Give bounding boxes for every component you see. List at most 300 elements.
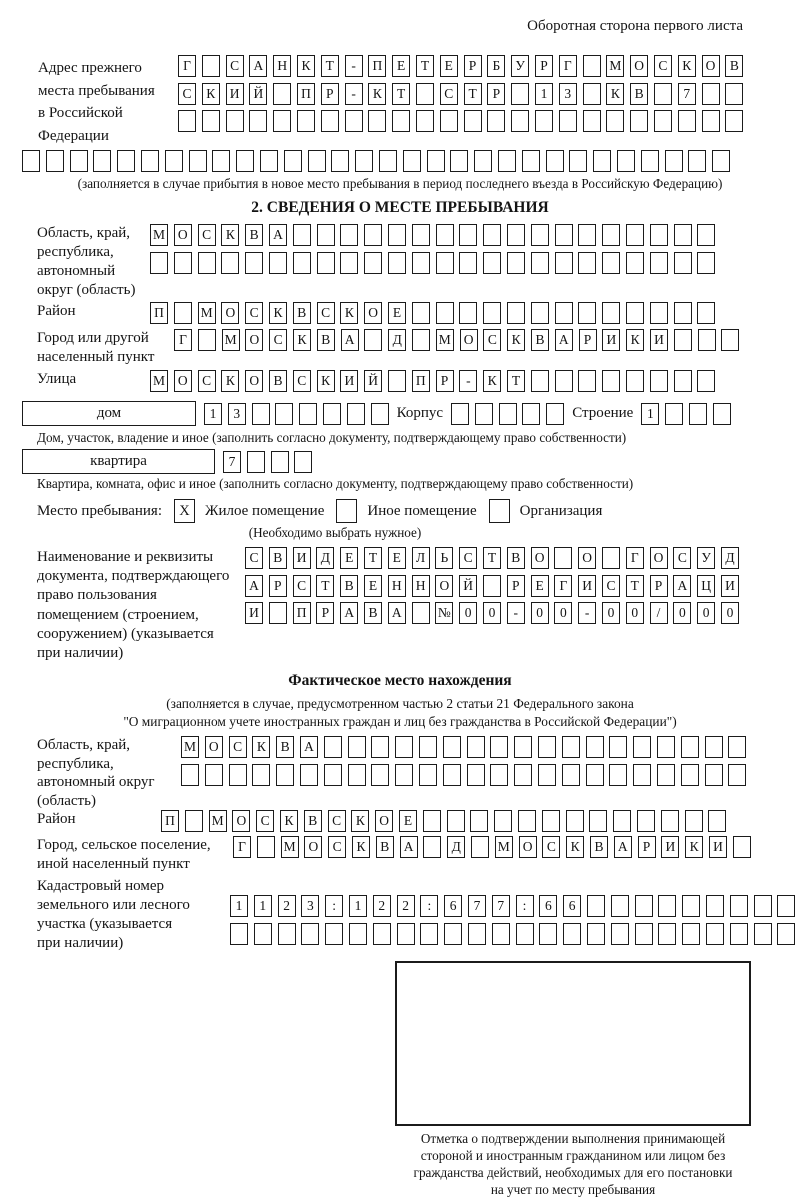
- char-cell[interactable]: [697, 252, 715, 274]
- char-cell[interactable]: М: [606, 55, 624, 77]
- char-cell[interactable]: [777, 923, 795, 945]
- char-cell[interactable]: -: [345, 83, 363, 105]
- char-cell[interactable]: С: [245, 547, 263, 569]
- char-cell[interactable]: В: [245, 224, 263, 246]
- char-cell[interactable]: [297, 110, 315, 132]
- char-cell[interactable]: Р: [507, 575, 525, 597]
- char-cell[interactable]: С: [293, 575, 311, 597]
- char-cell[interactable]: [593, 150, 611, 172]
- char-cell[interactable]: [150, 252, 168, 274]
- char-cell[interactable]: [451, 403, 469, 425]
- char-cell[interactable]: [531, 224, 549, 246]
- char-cell[interactable]: В: [725, 55, 743, 77]
- char-cell[interactable]: [492, 923, 510, 945]
- char-cell[interactable]: [630, 110, 648, 132]
- char-cell[interactable]: 0: [483, 602, 501, 624]
- char-cell[interactable]: С: [542, 836, 560, 858]
- char-cell[interactable]: [554, 547, 572, 569]
- char-cell[interactable]: [371, 403, 389, 425]
- char-cell[interactable]: [284, 150, 302, 172]
- char-cell[interactable]: -: [507, 602, 525, 624]
- char-cell[interactable]: [483, 224, 501, 246]
- char-cell[interactable]: [681, 736, 699, 758]
- char-cell[interactable]: [212, 150, 230, 172]
- char-cell[interactable]: 0: [626, 602, 644, 624]
- char-cell[interactable]: К: [317, 370, 335, 392]
- char-cell[interactable]: [459, 302, 477, 324]
- char-cell[interactable]: [583, 55, 601, 77]
- char-cell[interactable]: 1: [254, 895, 272, 917]
- char-cell[interactable]: [728, 736, 746, 758]
- char-cell[interactable]: 1: [641, 403, 659, 425]
- char-cell[interactable]: [181, 764, 199, 786]
- char-cell[interactable]: -: [459, 370, 477, 392]
- char-cell[interactable]: В: [340, 575, 358, 597]
- char-cell[interactable]: В: [531, 329, 549, 351]
- char-cell[interactable]: В: [376, 836, 394, 858]
- char-cell[interactable]: [340, 224, 358, 246]
- char-cell[interactable]: К: [626, 329, 644, 351]
- char-cell[interactable]: К: [269, 302, 287, 324]
- char-cell[interactable]: [416, 83, 434, 105]
- char-cell[interactable]: [490, 736, 508, 758]
- char-cell[interactable]: [226, 110, 244, 132]
- char-cell[interactable]: [269, 252, 287, 274]
- char-cell[interactable]: [542, 810, 560, 832]
- char-cell[interactable]: [271, 451, 289, 473]
- char-cell[interactable]: М: [281, 836, 299, 858]
- char-cell[interactable]: О: [519, 836, 537, 858]
- char-cell[interactable]: [498, 150, 516, 172]
- char-cell[interactable]: 0: [459, 602, 477, 624]
- char-cell[interactable]: 2: [397, 895, 415, 917]
- char-cell[interactable]: М: [150, 370, 168, 392]
- char-cell[interactable]: А: [614, 836, 632, 858]
- char-cell[interactable]: [626, 302, 644, 324]
- char-cell[interactable]: [230, 923, 248, 945]
- char-cell[interactable]: [22, 150, 40, 172]
- char-cell[interactable]: О: [245, 329, 263, 351]
- char-cell[interactable]: [423, 810, 441, 832]
- char-cell[interactable]: [364, 329, 382, 351]
- char-cell[interactable]: О: [304, 836, 322, 858]
- char-cell[interactable]: А: [400, 836, 418, 858]
- char-cell[interactable]: 1: [535, 83, 553, 105]
- char-cell[interactable]: 3: [301, 895, 319, 917]
- char-cell[interactable]: [609, 764, 627, 786]
- char-cell[interactable]: И: [245, 602, 263, 624]
- char-cell[interactable]: [205, 764, 223, 786]
- char-cell[interactable]: [516, 923, 534, 945]
- char-cell[interactable]: [257, 836, 275, 858]
- char-cell[interactable]: О: [375, 810, 393, 832]
- char-cell[interactable]: [260, 150, 278, 172]
- char-cell[interactable]: [412, 224, 430, 246]
- char-cell[interactable]: Т: [364, 547, 382, 569]
- char-cell[interactable]: [487, 110, 505, 132]
- char-cell[interactable]: М: [495, 836, 513, 858]
- char-cell[interactable]: [308, 150, 326, 172]
- char-cell[interactable]: -: [345, 55, 363, 77]
- char-cell[interactable]: [562, 764, 580, 786]
- char-cell[interactable]: [507, 252, 525, 274]
- char-cell[interactable]: [654, 110, 672, 132]
- char-cell[interactable]: Й: [459, 575, 477, 597]
- char-cell[interactable]: К: [685, 836, 703, 858]
- char-cell[interactable]: [511, 83, 529, 105]
- char-cell[interactable]: Е: [388, 547, 406, 569]
- char-cell[interactable]: [650, 302, 668, 324]
- char-cell[interactable]: [713, 403, 731, 425]
- char-cell[interactable]: 0: [554, 602, 572, 624]
- char-cell[interactable]: И: [661, 836, 679, 858]
- char-cell[interactable]: С: [226, 55, 244, 77]
- char-cell[interactable]: 7: [492, 895, 510, 917]
- char-cell[interactable]: Р: [535, 55, 553, 77]
- char-cell[interactable]: В: [507, 547, 525, 569]
- char-cell[interactable]: [698, 329, 716, 351]
- char-cell[interactable]: [371, 764, 389, 786]
- char-cell[interactable]: Р: [579, 329, 597, 351]
- char-cell[interactable]: [483, 575, 501, 597]
- char-cell[interactable]: [447, 810, 465, 832]
- char-cell[interactable]: [321, 110, 339, 132]
- char-cell[interactable]: [555, 370, 573, 392]
- char-cell[interactable]: [514, 736, 532, 758]
- char-cell[interactable]: [611, 923, 629, 945]
- char-cell[interactable]: [348, 764, 366, 786]
- char-cell[interactable]: [470, 810, 488, 832]
- char-cell[interactable]: 0: [602, 602, 620, 624]
- char-cell[interactable]: [685, 810, 703, 832]
- char-cell[interactable]: В: [590, 836, 608, 858]
- char-cell[interactable]: К: [368, 83, 386, 105]
- char-cell[interactable]: С: [256, 810, 274, 832]
- char-cell[interactable]: [611, 895, 629, 917]
- char-cell[interactable]: И: [578, 575, 596, 597]
- char-cell[interactable]: [373, 923, 391, 945]
- char-cell[interactable]: А: [249, 55, 267, 77]
- char-cell[interactable]: [278, 923, 296, 945]
- char-cell[interactable]: [538, 764, 556, 786]
- char-cell[interactable]: [388, 370, 406, 392]
- char-cell[interactable]: [650, 252, 668, 274]
- char-cell[interactable]: [440, 110, 458, 132]
- char-cell[interactable]: [583, 83, 601, 105]
- char-cell[interactable]: [682, 923, 700, 945]
- char-cell[interactable]: [436, 252, 454, 274]
- char-cell[interactable]: [323, 403, 341, 425]
- char-cell[interactable]: 6: [563, 895, 581, 917]
- char-cell[interactable]: [325, 923, 343, 945]
- char-cell[interactable]: [299, 403, 317, 425]
- char-cell[interactable]: В: [304, 810, 322, 832]
- char-cell[interactable]: С: [459, 547, 477, 569]
- char-cell[interactable]: [467, 764, 485, 786]
- char-cell[interactable]: Р: [316, 602, 334, 624]
- char-cell[interactable]: [602, 252, 620, 274]
- char-cell[interactable]: 0: [697, 602, 715, 624]
- char-cell[interactable]: Т: [316, 575, 334, 597]
- char-cell[interactable]: Г: [178, 55, 196, 77]
- char-cell[interactable]: [490, 764, 508, 786]
- char-cell[interactable]: [443, 764, 461, 786]
- char-cell[interactable]: 0: [673, 602, 691, 624]
- char-cell[interactable]: Е: [388, 302, 406, 324]
- char-cell[interactable]: [578, 224, 596, 246]
- char-cell[interactable]: С: [654, 55, 672, 77]
- char-cell[interactable]: Л: [412, 547, 430, 569]
- char-cell[interactable]: [317, 224, 335, 246]
- char-cell[interactable]: :: [325, 895, 343, 917]
- char-cell[interactable]: С: [293, 370, 311, 392]
- char-cell[interactable]: [587, 923, 605, 945]
- char-cell[interactable]: М: [150, 224, 168, 246]
- char-cell[interactable]: [522, 403, 540, 425]
- char-cell[interactable]: Й: [364, 370, 382, 392]
- char-cell[interactable]: [635, 895, 653, 917]
- char-cell[interactable]: [697, 302, 715, 324]
- char-cell[interactable]: В: [630, 83, 648, 105]
- char-cell[interactable]: [471, 836, 489, 858]
- char-cell[interactable]: [754, 923, 772, 945]
- char-cell[interactable]: [189, 150, 207, 172]
- char-cell[interactable]: 1: [349, 895, 367, 917]
- char-cell[interactable]: А: [269, 224, 287, 246]
- char-cell[interactable]: В: [276, 736, 294, 758]
- char-cell[interactable]: [613, 810, 631, 832]
- char-cell[interactable]: С: [328, 810, 346, 832]
- char-cell[interactable]: О: [174, 224, 192, 246]
- char-cell[interactable]: С: [269, 329, 287, 351]
- char-cell[interactable]: [602, 302, 620, 324]
- char-cell[interactable]: [178, 110, 196, 132]
- char-cell[interactable]: С: [673, 547, 691, 569]
- char-cell[interactable]: [633, 764, 651, 786]
- char-cell[interactable]: О: [205, 736, 223, 758]
- char-cell[interactable]: [586, 764, 604, 786]
- char-cell[interactable]: А: [300, 736, 318, 758]
- char-cell[interactable]: И: [709, 836, 727, 858]
- char-cell[interactable]: [566, 810, 584, 832]
- char-cell[interactable]: О: [174, 370, 192, 392]
- char-cell[interactable]: Г: [626, 547, 644, 569]
- char-cell[interactable]: [531, 252, 549, 274]
- char-cell[interactable]: [583, 110, 601, 132]
- char-cell[interactable]: [324, 736, 342, 758]
- char-cell[interactable]: [626, 370, 644, 392]
- char-cell[interactable]: [273, 110, 291, 132]
- char-cell[interactable]: [202, 55, 220, 77]
- char-cell[interactable]: К: [297, 55, 315, 77]
- char-cell[interactable]: Е: [531, 575, 549, 597]
- char-cell[interactable]: [427, 150, 445, 172]
- char-cell[interactable]: [165, 150, 183, 172]
- char-cell[interactable]: У: [511, 55, 529, 77]
- char-cell[interactable]: [657, 736, 675, 758]
- char-cell[interactable]: К: [606, 83, 624, 105]
- char-cell[interactable]: К: [280, 810, 298, 832]
- char-cell[interactable]: С: [198, 224, 216, 246]
- char-cell[interactable]: [650, 370, 668, 392]
- char-cell[interactable]: [559, 110, 577, 132]
- char-cell[interactable]: [626, 252, 644, 274]
- char-cell[interactable]: [708, 810, 726, 832]
- char-cell[interactable]: [467, 736, 485, 758]
- char-cell[interactable]: [395, 764, 413, 786]
- char-cell[interactable]: [174, 252, 192, 274]
- char-cell[interactable]: Д: [721, 547, 739, 569]
- char-cell[interactable]: О: [245, 370, 263, 392]
- char-cell[interactable]: 6: [444, 895, 462, 917]
- char-cell[interactable]: [538, 736, 556, 758]
- char-cell[interactable]: [712, 150, 730, 172]
- char-cell[interactable]: Н: [273, 55, 291, 77]
- char-cell[interactable]: [507, 302, 525, 324]
- char-cell[interactable]: П: [297, 83, 315, 105]
- char-cell[interactable]: [371, 736, 389, 758]
- char-cell[interactable]: [725, 110, 743, 132]
- char-cell[interactable]: [674, 370, 692, 392]
- char-cell[interactable]: [617, 150, 635, 172]
- char-cell[interactable]: [578, 252, 596, 274]
- char-cell[interactable]: [397, 923, 415, 945]
- char-cell[interactable]: Ц: [697, 575, 715, 597]
- char-cell[interactable]: Г: [554, 575, 572, 597]
- char-cell[interactable]: [198, 252, 216, 274]
- char-cell[interactable]: Р: [269, 575, 287, 597]
- char-cell[interactable]: [586, 736, 604, 758]
- char-cell[interactable]: [546, 403, 564, 425]
- char-cell[interactable]: [754, 895, 772, 917]
- char-cell[interactable]: [436, 302, 454, 324]
- char-cell[interactable]: К: [221, 370, 239, 392]
- char-cell[interactable]: [705, 736, 723, 758]
- char-cell[interactable]: [254, 923, 272, 945]
- char-cell[interactable]: Д: [316, 547, 334, 569]
- char-cell[interactable]: [273, 83, 291, 105]
- char-cell[interactable]: [535, 110, 553, 132]
- char-cell[interactable]: /: [650, 602, 668, 624]
- char-cell[interactable]: [626, 224, 644, 246]
- char-cell[interactable]: Д: [388, 329, 406, 351]
- char-cell[interactable]: [641, 150, 659, 172]
- char-cell[interactable]: Е: [440, 55, 458, 77]
- char-cell[interactable]: Р: [650, 575, 668, 597]
- char-cell[interactable]: [436, 224, 454, 246]
- char-cell[interactable]: :: [420, 895, 438, 917]
- char-cell[interactable]: [562, 736, 580, 758]
- char-cell[interactable]: [324, 764, 342, 786]
- char-cell[interactable]: [665, 150, 683, 172]
- char-cell[interactable]: И: [340, 370, 358, 392]
- char-cell[interactable]: О: [364, 302, 382, 324]
- char-cell[interactable]: [348, 736, 366, 758]
- char-cell[interactable]: Т: [464, 83, 482, 105]
- char-cell[interactable]: [364, 224, 382, 246]
- char-cell[interactable]: [674, 224, 692, 246]
- char-cell[interactable]: А: [388, 602, 406, 624]
- char-cell[interactable]: [539, 923, 557, 945]
- char-cell[interactable]: [294, 451, 312, 473]
- char-cell[interactable]: Е: [392, 55, 410, 77]
- char-cell[interactable]: :: [516, 895, 534, 917]
- char-cell[interactable]: [236, 150, 254, 172]
- char-cell[interactable]: 7: [468, 895, 486, 917]
- char-cell[interactable]: [269, 602, 287, 624]
- char-cell[interactable]: Г: [233, 836, 251, 858]
- char-cell[interactable]: С: [198, 370, 216, 392]
- char-cell[interactable]: [674, 302, 692, 324]
- char-cell[interactable]: [245, 252, 263, 274]
- char-cell[interactable]: [555, 252, 573, 274]
- char-cell[interactable]: [578, 302, 596, 324]
- char-cell[interactable]: К: [252, 736, 270, 758]
- char-cell[interactable]: [522, 150, 540, 172]
- char-cell[interactable]: В: [269, 547, 287, 569]
- char-cell[interactable]: [443, 736, 461, 758]
- char-cell[interactable]: К: [340, 302, 358, 324]
- char-cell[interactable]: Т: [392, 83, 410, 105]
- char-cell[interactable]: [665, 403, 683, 425]
- char-cell[interactable]: [419, 736, 437, 758]
- char-cell[interactable]: Р: [487, 83, 505, 105]
- char-cell[interactable]: [403, 150, 421, 172]
- char-cell[interactable]: А: [245, 575, 263, 597]
- char-cell[interactable]: П: [150, 302, 168, 324]
- char-cell[interactable]: [247, 451, 265, 473]
- char-cell[interactable]: К: [293, 329, 311, 351]
- char-cell[interactable]: Г: [174, 329, 192, 351]
- char-cell[interactable]: Р: [321, 83, 339, 105]
- char-cell[interactable]: [730, 895, 748, 917]
- char-cell[interactable]: [221, 252, 239, 274]
- char-cell[interactable]: 6: [539, 895, 557, 917]
- char-cell[interactable]: [395, 736, 413, 758]
- char-cell[interactable]: [293, 224, 311, 246]
- char-cell[interactable]: [444, 923, 462, 945]
- char-cell[interactable]: [174, 302, 192, 324]
- char-cell[interactable]: [637, 810, 655, 832]
- char-cell[interactable]: Б: [487, 55, 505, 77]
- char-cell[interactable]: Р: [638, 836, 656, 858]
- char-cell[interactable]: [46, 150, 64, 172]
- char-cell[interactable]: [349, 923, 367, 945]
- char-cell[interactable]: [697, 224, 715, 246]
- char-cell[interactable]: 0: [721, 602, 739, 624]
- char-cell[interactable]: М: [198, 302, 216, 324]
- char-cell[interactable]: К: [483, 370, 501, 392]
- char-cell[interactable]: О: [221, 302, 239, 324]
- char-cell[interactable]: Т: [483, 547, 501, 569]
- char-cell[interactable]: С: [178, 83, 196, 105]
- char-cell[interactable]: Е: [364, 575, 382, 597]
- char-cell[interactable]: [606, 110, 624, 132]
- char-cell[interactable]: [464, 110, 482, 132]
- char-cell[interactable]: [317, 252, 335, 274]
- checkbox-other-premises[interactable]: [336, 499, 357, 523]
- char-cell[interactable]: [682, 895, 700, 917]
- char-cell[interactable]: К: [507, 329, 525, 351]
- char-cell[interactable]: В: [269, 370, 287, 392]
- char-cell[interactable]: [518, 810, 536, 832]
- char-cell[interactable]: [602, 547, 620, 569]
- char-cell[interactable]: [229, 764, 247, 786]
- char-cell[interactable]: Н: [412, 575, 430, 597]
- char-cell[interactable]: [569, 150, 587, 172]
- char-cell[interactable]: [392, 110, 410, 132]
- char-cell[interactable]: [705, 764, 723, 786]
